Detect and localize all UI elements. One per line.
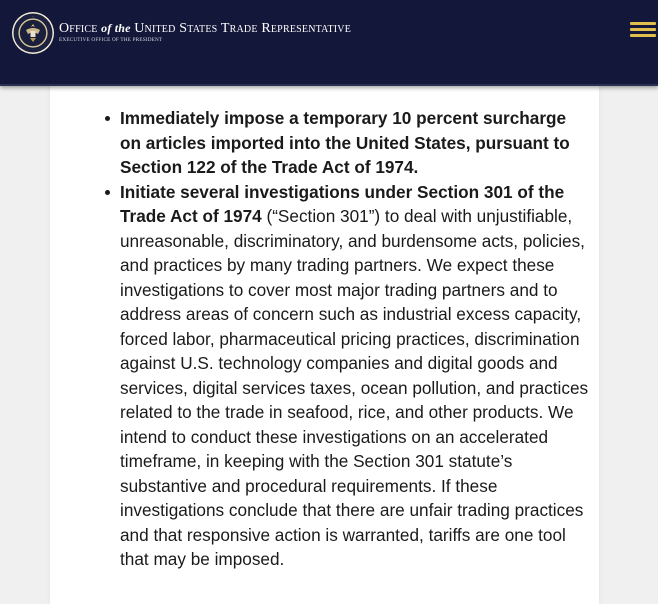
action-list <box>101 106 590 572</box>
bullet-text: (“Section 301”) to deal with unjustifiable, unreasonable, discriminatory, and burdensome acts, policies, and practices by many trading partners. We expect these investigations to cover most major trading partners and to address areas of concern such as industrial excess capacity, forced labor, pharmaceutical pricing practices, discrimination against U.S. technology companies and digital goods and services, digital services taxes, ocean pollution, and practices related to the trade in seafood, rice, and other products. We intend to conduct these investigations on an accelerated timeframe, in keeping with the Section 301 statute’s substantive and procedural requirements. If these investigations conclude that there are unfair trading practices and that responsive action is warranted, tariffs are one tool that may be imposed. <box>120 206 589 569</box>
site-title <box>59 21 351 36</box>
title-of-the: of the <box>101 21 131 35</box>
site-header <box>0 0 658 86</box>
title-office: Office <box>59 21 98 36</box>
list-item <box>120 180 590 572</box>
ustr-seal-icon[interactable] <box>12 12 54 54</box>
title-ustr: United States Trade Representative <box>134 21 352 36</box>
hamburger-menu-icon[interactable] <box>630 22 656 38</box>
bullet-bold-text: Initiate several investigations under Section 301 of the Trade Act of 1974 <box>120 181 565 226</box>
bullet-bold-text: Immediately impose a temporary 10 percent surcharge on articles imported into the United States, pursuant to Section 122 of the Trade Act of 1974. <box>120 108 570 177</box>
site-subtitle: EXECUTIVE OFFICE OF THE PRESIDENT <box>59 37 163 43</box>
list-item <box>120 106 590 180</box>
site-brand[interactable] <box>59 21 351 43</box>
